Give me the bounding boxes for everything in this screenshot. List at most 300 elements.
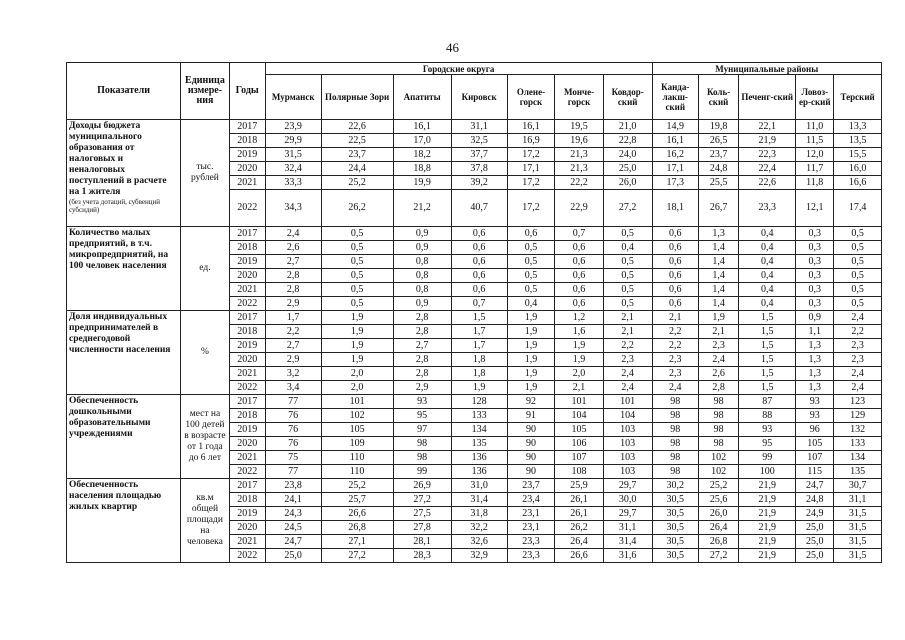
value-cell: 123 [834,395,882,409]
value-cell: 37,8 [451,162,507,176]
value-cell: 12,0 [796,148,834,162]
value-cell: 1,9 [321,339,393,353]
value-cell: 31,5 [834,535,882,549]
value-cell: 24,9 [796,507,834,521]
value-cell: 0,3 [796,241,834,255]
value-cell: 23,3 [739,190,796,227]
value-cell: 24,8 [699,162,739,176]
indicator-cell [67,395,181,479]
value-cell: 0,7 [555,227,604,241]
value-cell: 0,6 [652,227,699,241]
year-cell: 2021 [229,283,265,297]
value-cell: 98 [652,465,699,479]
value-cell: 0,3 [796,297,834,311]
value-cell: 75 [265,451,321,465]
value-cell: 32,5 [451,134,507,148]
value-cell: 22,8 [603,134,652,148]
year-cell: 2021 [229,367,265,381]
column-header: Кировск [451,75,507,120]
value-cell: 18,8 [393,162,451,176]
value-cell: 21,9 [739,535,796,549]
value-cell: 101 [321,395,393,409]
value-cell: 19,8 [699,120,739,134]
value-cell: 2,1 [603,311,652,325]
year-cell: 2019 [229,507,265,521]
value-cell: 136 [451,451,507,465]
value-cell: 23,3 [507,535,555,549]
value-cell: 22,6 [321,120,393,134]
year-cell: 2022 [229,381,265,395]
value-cell: 23,1 [507,521,555,535]
value-cell: 90 [507,465,555,479]
value-cell: 98 [699,395,739,409]
value-cell: 16,0 [834,162,882,176]
value-cell: 0,5 [507,283,555,297]
value-cell: 22,2 [555,176,604,190]
value-cell: 16,2 [652,148,699,162]
value-cell: 108 [555,465,604,479]
value-cell: 26,8 [699,535,739,549]
value-cell: 26,1 [555,493,604,507]
value-cell: 1,7 [451,339,507,353]
column-header: Ковдор-ский [603,75,652,120]
column-header: Печенг-ский [739,75,796,120]
value-cell: 34,3 [265,190,321,227]
value-cell: 14,9 [652,120,699,134]
value-cell: 27,2 [699,549,739,563]
value-cell: 26,0 [699,507,739,521]
value-cell: 21,9 [739,549,796,563]
value-cell: 17,1 [507,162,555,176]
value-cell: 2,1 [555,381,604,395]
value-cell: 29,7 [603,507,652,521]
value-cell: 1,9 [321,325,393,339]
year-cell: 2017 [229,395,265,409]
value-cell: 0,5 [321,241,393,255]
value-cell: 96 [796,423,834,437]
value-cell: 17,0 [393,134,451,148]
value-cell: 0,5 [603,255,652,269]
value-cell: 97 [393,423,451,437]
value-cell: 31,0 [451,479,507,493]
value-cell: 21,9 [739,507,796,521]
value-cell: 24,7 [796,479,834,493]
value-cell: 90 [507,451,555,465]
value-cell: 98 [652,451,699,465]
value-cell: 2,2 [834,325,882,339]
value-cell: 2,4 [834,311,882,325]
value-cell: 13,3 [834,120,882,134]
unit-cell: кв.м общей площади на человека [181,479,230,563]
value-cell: 32,6 [451,535,507,549]
value-cell: 95 [393,409,451,423]
value-cell: 16,1 [393,120,451,134]
value-cell: 0,6 [555,255,604,269]
value-cell: 104 [555,409,604,423]
value-cell: 2,3 [699,339,739,353]
value-cell: 32,4 [265,162,321,176]
value-cell: 0,8 [393,255,451,269]
value-cell: 31,8 [451,507,507,521]
page-number: 46 [446,40,459,55]
value-cell: 0,5 [321,297,393,311]
value-cell: 29,7 [603,479,652,493]
value-cell: 0,4 [739,269,796,283]
value-cell: 98 [699,409,739,423]
column-header: Коль-ский [699,75,739,120]
value-cell: 1,5 [739,367,796,381]
value-cell: 2,2 [652,325,699,339]
value-cell: 30,5 [652,549,699,563]
value-cell: 103 [603,451,652,465]
value-cell: 110 [321,465,393,479]
value-cell: 23,9 [265,120,321,134]
value-cell: 0,6 [652,283,699,297]
value-cell: 2,8 [393,353,451,367]
indicator-cell [67,311,181,395]
value-cell: 0,4 [603,241,652,255]
value-cell: 0,6 [507,227,555,241]
value-cell: 1,5 [739,353,796,367]
value-cell: 2,4 [265,227,321,241]
value-cell: 2,1 [652,311,699,325]
value-cell: 0,5 [507,255,555,269]
value-cell: 23,3 [507,549,555,563]
value-cell: 2,0 [321,367,393,381]
value-cell: 1,9 [507,353,555,367]
value-cell: 26,5 [699,134,739,148]
value-cell: 103 [603,437,652,451]
value-cell: 26,4 [699,521,739,535]
table-row [67,479,882,493]
value-cell: 1,9 [507,325,555,339]
value-cell: 98 [652,423,699,437]
value-cell: 2,9 [393,381,451,395]
value-cell: 107 [555,451,604,465]
value-cell: 0,3 [796,283,834,297]
value-cell: 26,7 [699,190,739,227]
value-cell: 40,7 [451,190,507,227]
value-cell: 1,3 [796,353,834,367]
column-header: Апатиты [393,75,451,120]
value-cell: 25,7 [321,493,393,507]
value-cell: 1,9 [507,367,555,381]
value-cell: 27,2 [393,493,451,507]
value-cell: 19,5 [555,120,604,134]
indicators-table-container [66,62,882,563]
value-cell: 103 [603,423,652,437]
value-cell: 0,3 [796,227,834,241]
value-cell: 98 [652,437,699,451]
value-cell: 22,6 [739,176,796,190]
value-cell: 24,1 [265,493,321,507]
value-cell: 1,9 [555,353,604,367]
value-cell: 76 [265,437,321,451]
table-row [67,120,882,134]
value-cell: 1,1 [796,325,834,339]
value-cell: 3,4 [265,381,321,395]
value-cell: 104 [603,409,652,423]
value-cell: 2,8 [265,269,321,283]
year-cell: 2019 [229,423,265,437]
value-cell: 30,5 [652,535,699,549]
value-cell: 0,7 [451,297,507,311]
value-cell: 2,6 [265,241,321,255]
value-cell: 31,5 [265,148,321,162]
value-cell: 30,5 [652,521,699,535]
year-cell: 2020 [229,521,265,535]
indicator-label: Доля индивидуальных предпринимателей в среднегодовой численности населения [69,312,171,355]
value-cell: 102 [321,409,393,423]
value-cell: 25,0 [796,549,834,563]
value-cell: 25,0 [796,535,834,549]
value-cell: 1,4 [699,255,739,269]
value-cell: 93 [393,395,451,409]
value-cell: 0,6 [652,241,699,255]
value-cell: 2,8 [265,283,321,297]
value-cell: 2,9 [265,353,321,367]
value-cell: 1,5 [739,311,796,325]
year-cell: 2021 [229,176,265,190]
year-cell: 2022 [229,465,265,479]
value-cell: 1,9 [699,311,739,325]
value-cell: 0,6 [555,241,604,255]
value-cell: 105 [796,437,834,451]
year-cell: 2021 [229,451,265,465]
value-cell: 24,7 [265,535,321,549]
value-cell: 105 [321,423,393,437]
value-cell: 1,5 [739,325,796,339]
value-cell: 0,4 [739,241,796,255]
value-cell: 0,5 [321,283,393,297]
value-cell: 0,5 [603,297,652,311]
value-cell: 90 [507,423,555,437]
value-cell: 31,5 [834,549,882,563]
value-cell: 0,4 [507,297,555,311]
value-cell: 21,0 [603,120,652,134]
value-cell: 23,1 [507,507,555,521]
value-cell: 93 [796,395,834,409]
value-cell: 12,1 [796,190,834,227]
value-cell: 32,2 [451,521,507,535]
header-years: Годы [229,63,265,120]
value-cell: 24,5 [265,521,321,535]
value-cell: 2,0 [321,381,393,395]
value-cell: 29,9 [265,134,321,148]
value-cell: 1,4 [699,283,739,297]
value-cell: 2,6 [699,367,739,381]
value-cell: 27,5 [393,507,451,521]
value-cell: 32,9 [451,549,507,563]
value-cell: 1,3 [699,227,739,241]
value-cell: 2,4 [652,381,699,395]
value-cell: 1,9 [555,339,604,353]
value-cell: 23,7 [699,148,739,162]
year-cell: 2022 [229,549,265,563]
value-cell: 2,7 [265,255,321,269]
value-cell: 0,5 [321,227,393,241]
indicator-cell [67,120,181,227]
year-cell: 2020 [229,269,265,283]
year-cell: 2017 [229,311,265,325]
value-cell: 30,7 [834,479,882,493]
value-cell: 2,7 [265,339,321,353]
value-cell: 1,9 [507,381,555,395]
column-header: Мурманск [265,75,321,120]
value-cell: 28,3 [393,549,451,563]
value-cell: 21,9 [739,479,796,493]
value-cell: 2,2 [652,339,699,353]
value-cell: 21,3 [555,162,604,176]
value-cell: 2,3 [834,339,882,353]
year-cell: 2021 [229,535,265,549]
value-cell: 15,5 [834,148,882,162]
year-cell: 2018 [229,493,265,507]
value-cell: 1,5 [739,381,796,395]
value-cell: 26,4 [555,535,604,549]
year-cell: 2020 [229,353,265,367]
year-cell: 2018 [229,325,265,339]
value-cell: 0,9 [796,311,834,325]
value-cell: 26,0 [603,176,652,190]
value-cell: 23,4 [507,493,555,507]
value-cell: 2,3 [652,353,699,367]
year-cell: 2020 [229,162,265,176]
indicator-cell [67,227,181,311]
value-cell: 1,9 [507,311,555,325]
value-cell: 0,6 [451,269,507,283]
value-cell: 26,6 [555,549,604,563]
value-cell: 1,4 [699,297,739,311]
value-cell: 0,6 [451,227,507,241]
value-cell: 88 [739,409,796,423]
value-cell: 136 [451,465,507,479]
value-cell: 106 [555,437,604,451]
year-cell: 2017 [229,227,265,241]
value-cell: 23,7 [507,479,555,493]
column-header: Канда-лакш-ский [652,75,699,120]
value-cell: 76 [265,409,321,423]
value-cell: 98 [393,451,451,465]
value-cell: 25,5 [699,176,739,190]
header-unit: Единица измере-ния [181,63,230,120]
indicator-note: (без учета дотаций, субвенций субсидий) [69,198,160,214]
value-cell: 77 [265,465,321,479]
value-cell: 2,1 [699,325,739,339]
value-cell: 22,3 [739,148,796,162]
value-cell: 0,9 [393,241,451,255]
value-cell: 129 [834,409,882,423]
value-cell: 2,1 [603,325,652,339]
value-cell: 24,0 [603,148,652,162]
year-cell: 2018 [229,134,265,148]
value-cell: 101 [603,395,652,409]
value-cell: 1,9 [507,339,555,353]
header-group-municipal-districts: Муниципальные районы [652,63,882,75]
value-cell: 0,5 [834,297,882,311]
value-cell: 1,4 [699,269,739,283]
value-cell: 21,9 [739,134,796,148]
value-cell: 2,4 [603,367,652,381]
value-cell: 31,6 [603,549,652,563]
value-cell: 17,4 [834,190,882,227]
year-cell: 2019 [229,148,265,162]
year-cell: 2022 [229,297,265,311]
value-cell: 16,1 [652,134,699,148]
unit-cell: ед. [181,227,230,311]
value-cell: 25,0 [796,521,834,535]
value-cell: 0,6 [555,297,604,311]
value-cell: 18,2 [393,148,451,162]
value-cell: 2,2 [265,325,321,339]
value-cell: 17,2 [507,176,555,190]
value-cell: 31,1 [834,493,882,507]
value-cell: 99 [739,451,796,465]
value-cell: 134 [451,423,507,437]
value-cell: 31,1 [603,521,652,535]
value-cell: 0,5 [507,241,555,255]
value-cell: 115 [796,465,834,479]
value-cell: 1,5 [451,311,507,325]
value-cell: 17,1 [652,162,699,176]
value-cell: 2,3 [603,353,652,367]
column-header: Полярные Зори [321,75,393,120]
column-header: Ловоз-ер-ский [796,75,834,120]
table-row [67,395,882,409]
value-cell: 2,8 [699,381,739,395]
value-cell: 0,5 [834,241,882,255]
value-cell: 23,8 [265,479,321,493]
value-cell: 103 [603,465,652,479]
indicator-label: Обеспеченность дошкольными образовательными учреждениями [69,396,151,439]
header-group-city-districts: Городские округа [265,63,652,75]
value-cell: 1,5 [739,339,796,353]
value-cell: 98 [652,395,699,409]
value-cell: 2,4 [699,353,739,367]
value-cell: 22,9 [555,190,604,227]
value-cell: 30,5 [652,493,699,507]
value-cell: 25,0 [603,162,652,176]
value-cell: 1,7 [451,325,507,339]
year-cell: 2019 [229,255,265,269]
value-cell: 1,7 [265,311,321,325]
value-cell: 31,1 [451,120,507,134]
value-cell: 110 [321,451,393,465]
value-cell: 11,7 [796,162,834,176]
value-cell: 0,5 [834,227,882,241]
value-cell: 98 [393,437,451,451]
value-cell: 2,4 [834,367,882,381]
value-cell: 0,5 [603,227,652,241]
value-cell: 25,2 [321,176,393,190]
value-cell: 132 [834,423,882,437]
value-cell: 25,2 [699,479,739,493]
indicators-table [66,62,882,563]
value-cell: 2,0 [555,367,604,381]
value-cell: 77 [265,395,321,409]
value-cell: 135 [451,437,507,451]
value-cell: 3,2 [265,367,321,381]
value-cell: 22,4 [739,162,796,176]
indicator-label: Количество малых предприятий, в т.ч. микропредприятий, на 100 человек населения [69,228,169,271]
value-cell: 92 [507,395,555,409]
value-cell: 0,6 [652,297,699,311]
value-cell: 25,6 [699,493,739,507]
value-cell: 0,5 [321,269,393,283]
unit-cell: тыс. рублей [181,120,230,227]
value-cell: 76 [265,423,321,437]
value-cell: 21,3 [555,148,604,162]
